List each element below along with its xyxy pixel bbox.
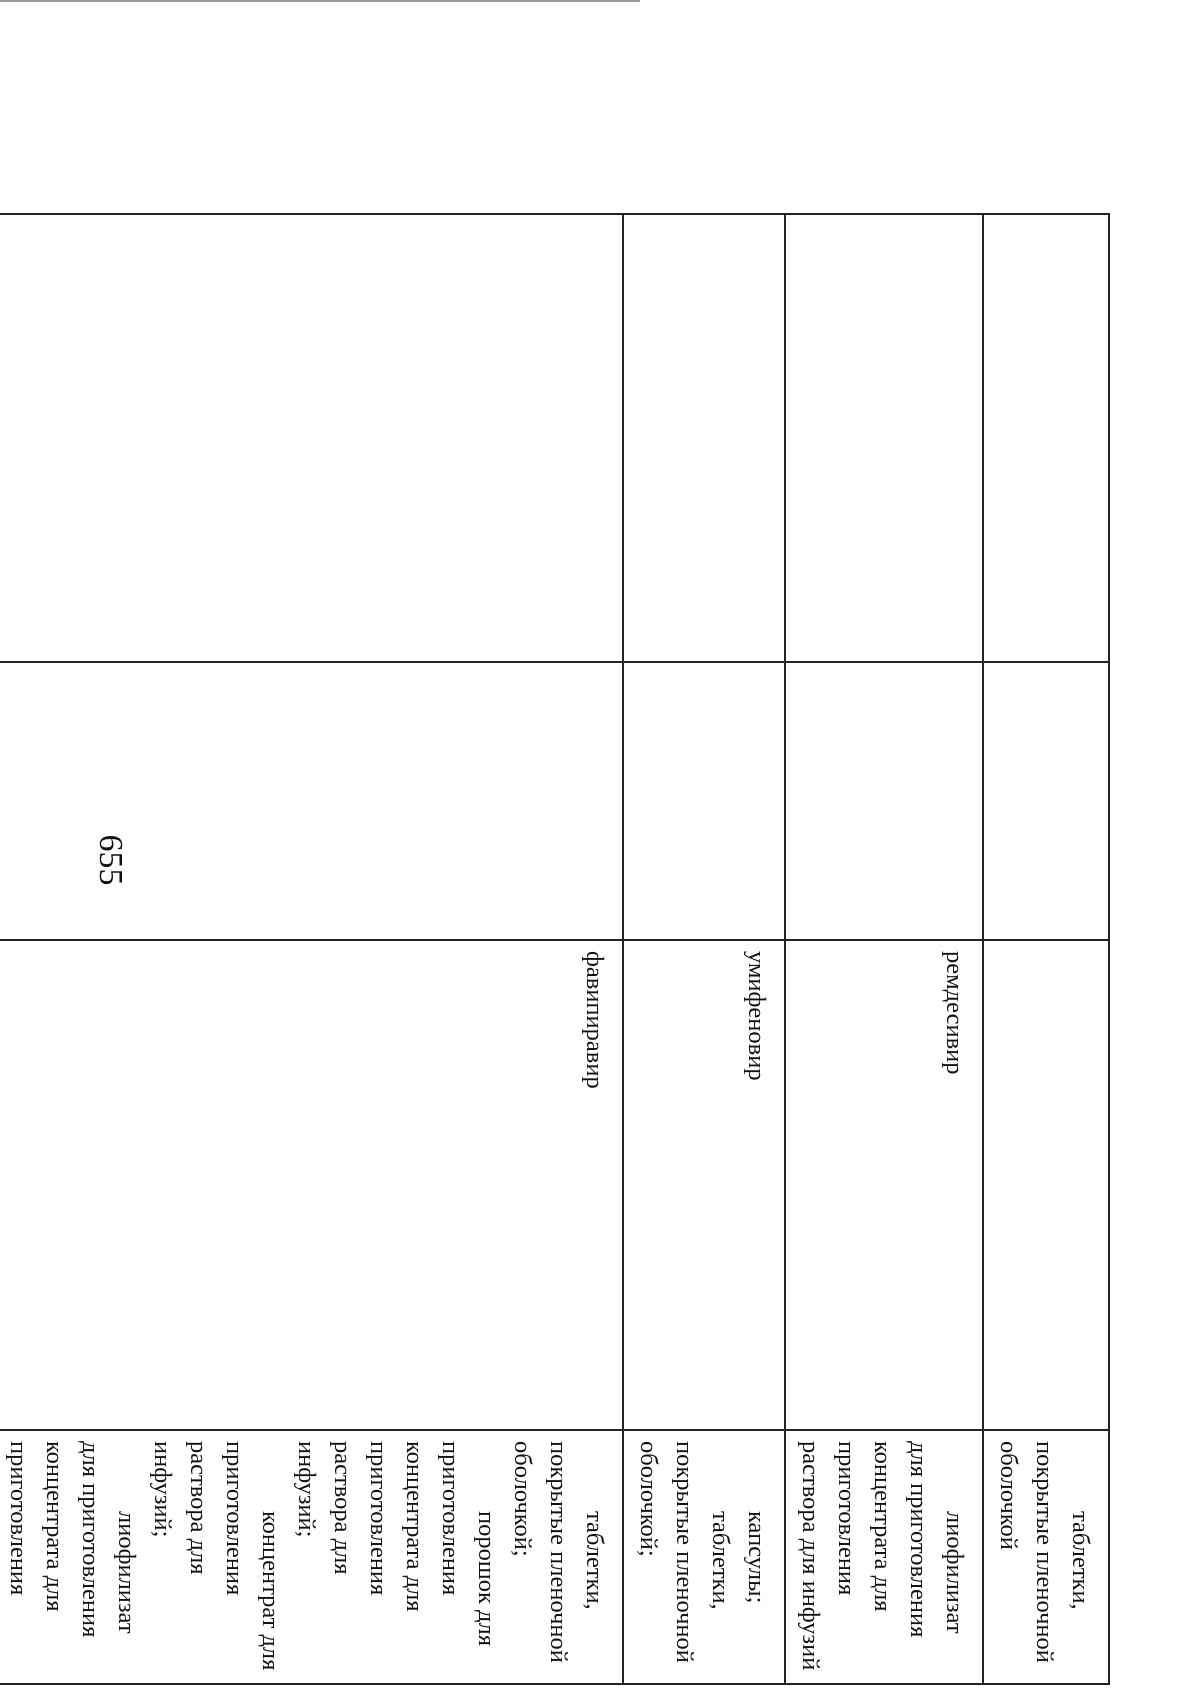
drug-name-cell: ремдесивир	[785, 940, 983, 1430]
dosage-form: порошок для приготовления концентрата для приготовления раствора для инфузий;	[293, 1441, 500, 1646]
page-number: 655	[92, 834, 129, 886]
dosage-form: таблетки, покрытые пленочной оболочкой;	[509, 1441, 608, 1663]
drug-table	[0, 213, 1110, 1685]
drug-name-cell: умифеновир	[623, 940, 785, 1430]
group-name-cell	[983, 662, 1109, 940]
dosage-form: капсулы;	[743, 1511, 770, 1604]
atc-code-cell	[623, 214, 785, 662]
drug-name-cell	[983, 940, 1109, 1430]
table-row	[785, 214, 983, 1684]
dosage-forms-cell	[983, 1430, 1109, 1684]
dosage-form: лиофилизат для приготовления концентрата для приготовления раствора для инфузий	[797, 1441, 968, 1671]
scan-edge-line	[0, 0, 640, 2]
dosage-form: таблетки, покрытые пленочной оболочкой;	[635, 1441, 734, 1663]
dosage-form: концентрат для приготовления раствора для инфузий;	[149, 1441, 284, 1671]
atc-code-cell	[983, 214, 1109, 662]
dosage-form: таблетки, покрытые пленочной оболочкой	[995, 1441, 1094, 1663]
table-row	[0, 214, 623, 1684]
drug-name-cell: фавипиравир	[0, 940, 623, 1430]
group-name-cell	[785, 662, 983, 940]
dosage-forms-cell	[623, 1430, 785, 1684]
atc-code-cell	[785, 214, 983, 662]
dosage-forms-cell	[0, 1430, 623, 1684]
group-name-cell	[0, 662, 623, 940]
dosage-form: лиофилизат для приготовления концентрата для приготовления	[5, 1441, 140, 1638]
atc-code-cell	[0, 214, 623, 662]
table-row	[983, 214, 1109, 1684]
dosage-forms-cell	[785, 1430, 983, 1684]
group-name-cell	[623, 662, 785, 940]
table-row	[623, 214, 785, 1684]
